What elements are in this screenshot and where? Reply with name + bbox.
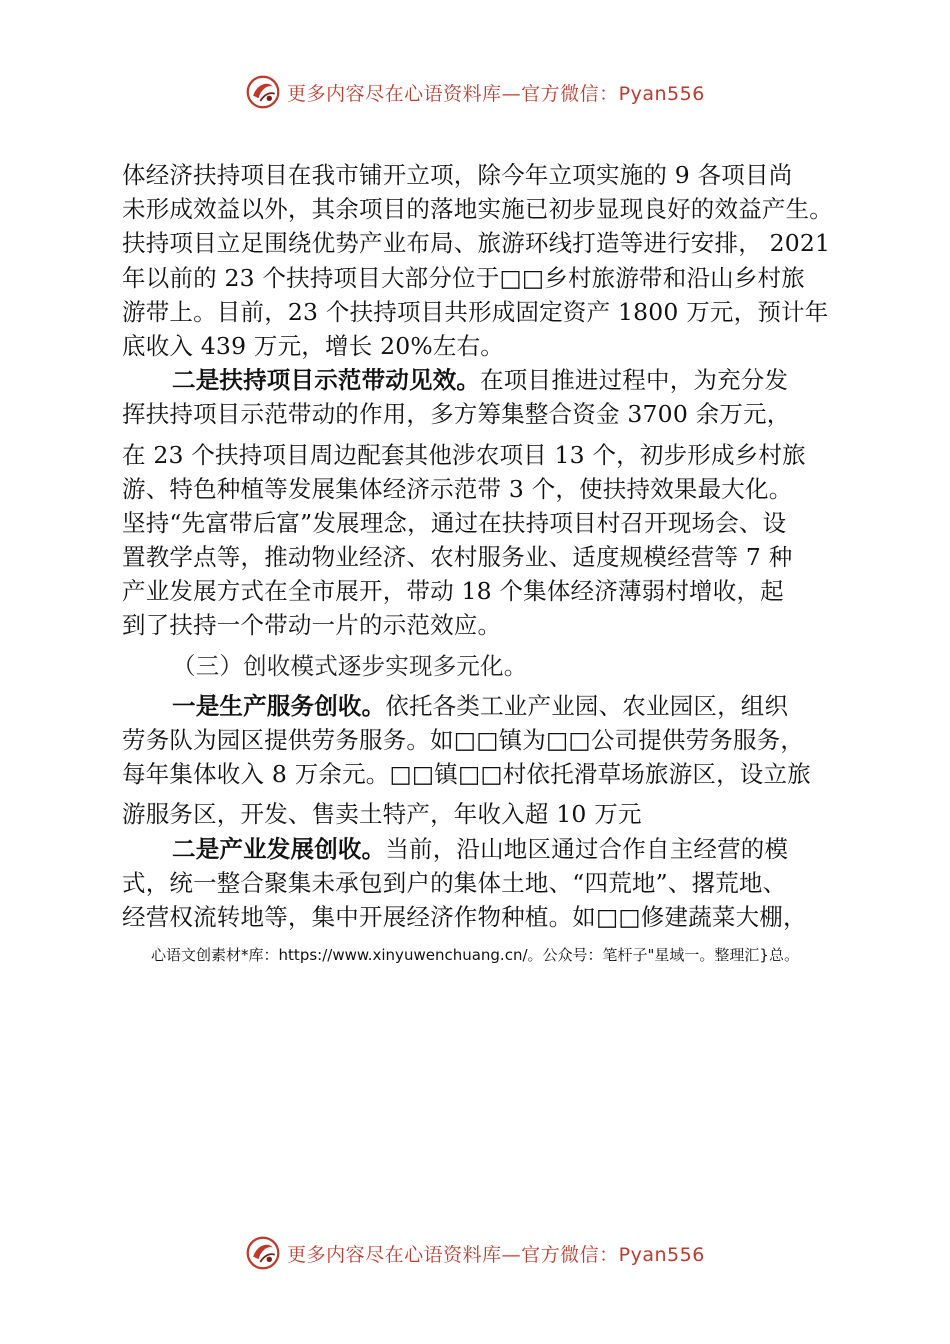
paragraph-demonstration-first-line: 二是扶持项目示范带动见效。在项目推进过程中，为充分发 [172, 366, 789, 395]
body-line: 游、特色种植等发展集体经济示范带 3 个，使扶持效果最大化。 [122, 474, 793, 503]
paragraph-service-first-line: 一是生产服务创收。依托各类工业产业园、农业园区，组织 [172, 691, 789, 720]
paragraph-heading-service: 一是生产服务创收。 [172, 691, 386, 720]
body-line: 年以前的 23 个扶持项目大部分位于□□乡村旅游带和沿山乡村旅 [122, 263, 805, 292]
footer-wechat-id: Pyan556 [618, 1243, 705, 1266]
paragraph-heading-industry: 二是产业发展创收。 [172, 834, 386, 863]
source-footnote: 心语文创素材*库：https://www.xinyuwenchuang.cn/。公众号：笔杆子"星域一。整理汇}总。 [151, 946, 799, 964]
body-line: 到了扶持一个带动一片的示范效应。 [122, 611, 502, 640]
paragraph-heading-demonstration: 二是扶持项目示范带动见效。 [172, 366, 481, 395]
paragraph-industry-first-line: 二是产业发展创收。当前，沿山地区通过合作自主经营的模 [172, 834, 789, 863]
body-line: 置教学点等，推动物业经济、农村服务业、适度规模经营等 7 种 [122, 543, 793, 572]
body-line: 坚持“先富带后富”发展理念，通过在扶持项目村召开现场会、设 [122, 508, 787, 537]
xinyu-logo-icon [245, 74, 281, 110]
body-line: 每年集体收入 8 万余元。□□镇□□村依托滑草场旅游区，设立旅 [122, 760, 811, 789]
body-line: 挥扶持项目示范带动的作用，多方筹集整合资金 3700 余万元， [122, 400, 791, 429]
body-line: 经营权流转地等，集中开展经济作物种植。如□□修建蔬菜大棚， [122, 902, 807, 931]
section-subheading: （三）创收模式逐步实现多元化。 [172, 651, 528, 680]
header-banner-text: 更多内容尽在心语资料库—官方微信：Pyan556 [287, 82, 705, 105]
body-line: 扶持项目立足围绕优势产业布局、旅游环线打造等进行安排， 2021 [122, 229, 831, 258]
body-line: 产业发展方式在全市展开，带动 18 个集体经济薄弱村增收，起 [122, 577, 784, 606]
body-line: 游带上。目前，23 个扶持项目共形成固定资产 1800 万元，预计年 [122, 297, 829, 326]
footer-banner-text: 更多内容尽在心语资料库—官方微信：Pyan556 [287, 1243, 705, 1266]
header-banner [0, 70, 950, 114]
xinyu-logo-icon [245, 1235, 281, 1271]
body-line: 劳务队为园区提供劳务服务。如□□镇为□□公司提供劳务服务， [122, 726, 805, 754]
body-line: 未形成效益以外，其余项目的落地实施已初步显现良好的效益产生。 [122, 195, 833, 224]
header-wechat-id: Pyan556 [618, 82, 705, 105]
body-line: 游服务区，开发、售卖土特产，年收入超 10 万元 [122, 800, 642, 829]
body-line: 在 23 个扶持项目周边配套其他涉农项目 13 个，初步形成乡村旅 [122, 440, 806, 469]
body-line: 底收入 439 万元，增长 20%左右。 [122, 331, 504, 360]
document-body [122, 158, 842, 934]
body-line: 式，统一整合聚集未承包到户的集体土地、“四荒地”、撂荒地、 [122, 868, 787, 897]
body-line: 体经济扶持项目在我市铺开立项，除今年立项实施的 9 各项目尚 [122, 161, 793, 189]
footer-banner [0, 1231, 950, 1275]
